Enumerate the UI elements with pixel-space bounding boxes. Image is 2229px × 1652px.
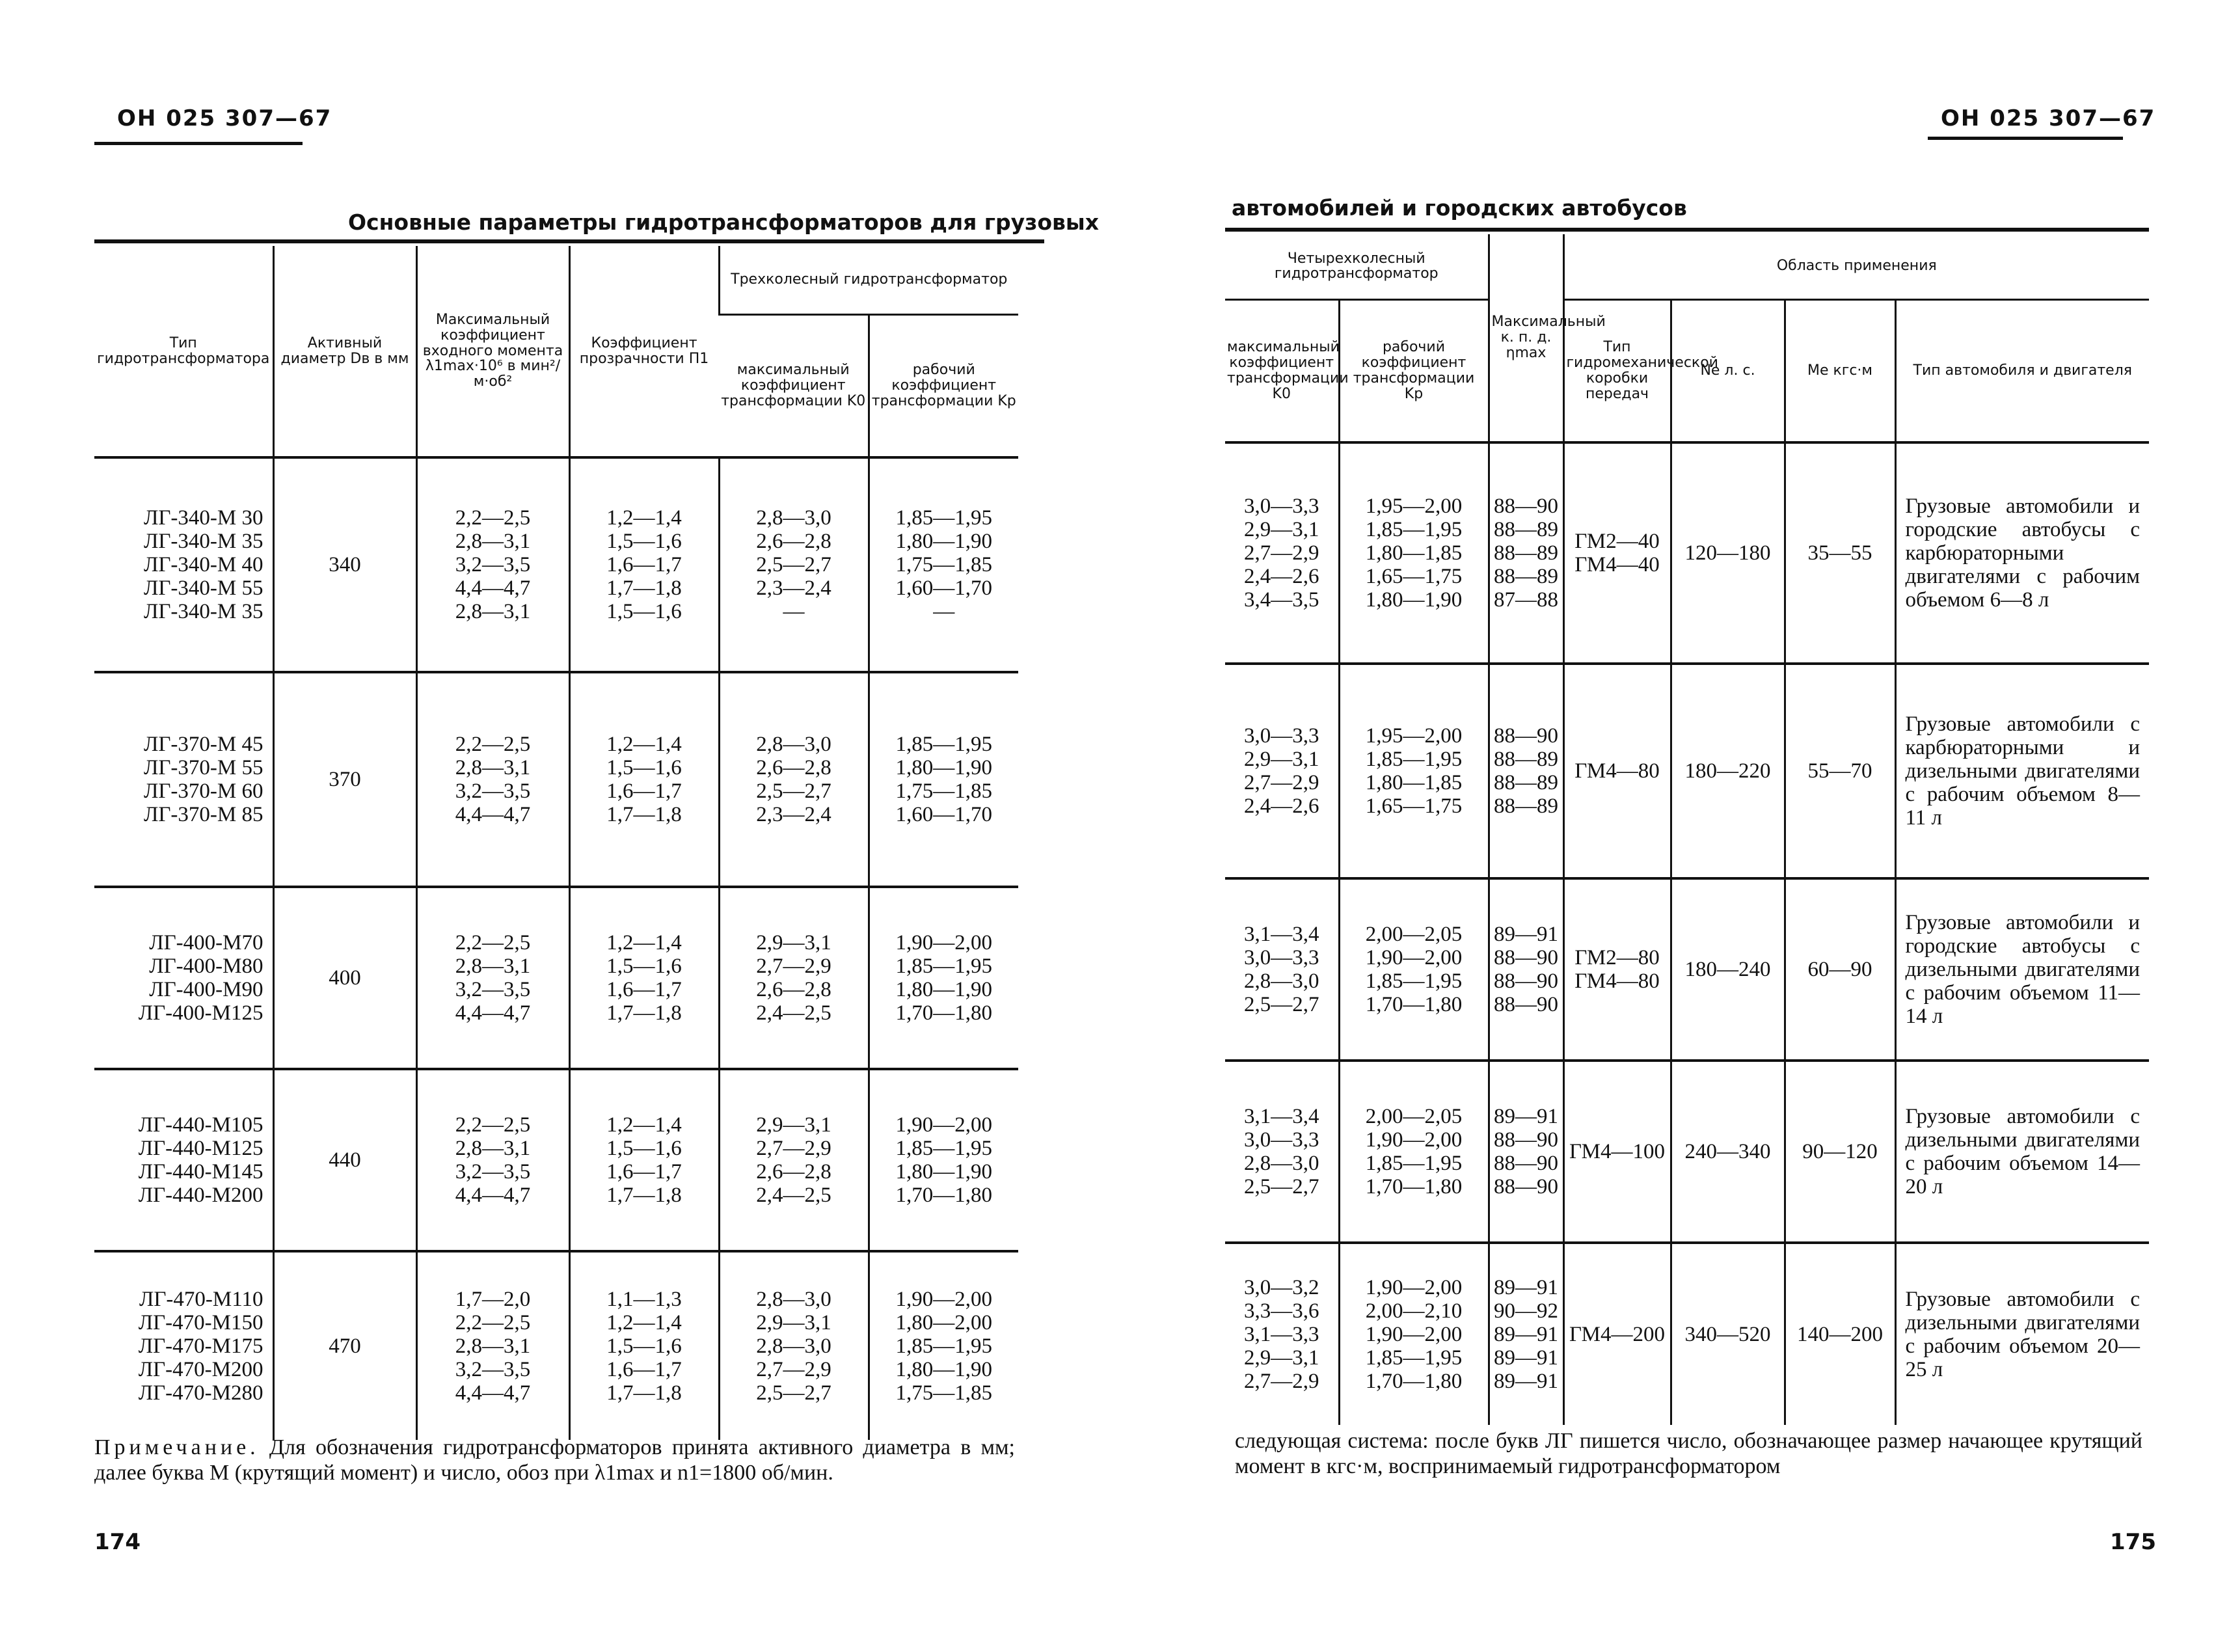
page-number: 174 xyxy=(94,1529,141,1555)
gearbox-cell: ГМ2—40 ГМ4—40 xyxy=(1563,442,1671,664)
ne-cell: 180—220 xyxy=(1671,664,1785,878)
kp-cell: 1,90—2,00 2,00—2,10 1,90—2,00 1,85—1,95 1,70—1,80 xyxy=(1339,1243,1489,1425)
header-eta: Максимальный к. п. д. ηmax xyxy=(1489,234,1563,442)
parameters-table-right xyxy=(1225,234,2149,1425)
header-application: Область применения xyxy=(1563,234,2149,299)
kp-cell: 2,00—2,05 1,90—2,00 1,85—1,95 1,70—1,80 xyxy=(1339,878,1489,1061)
vehicle-cell: Грузовые автомобили и городские автобусы с дизельными двигателями с рабочим объемом 11—14 л xyxy=(1895,878,2149,1061)
header-kp: рабочий коэффициент трансформации Kр xyxy=(869,314,1018,457)
table-row xyxy=(1225,878,2149,1061)
footnote-continuation: следующая система: после букв ЛГ пишется число, обозначающее размер начающее крутящий момент в кгс·м, воспринимаемый гидротрансформатором xyxy=(1235,1429,2142,1478)
me-cell: 35—55 xyxy=(1785,442,1895,664)
type-cell: ЛГ-440-М105 ЛГ-440-М125 ЛГ-440-М145 ЛГ-440-М200 xyxy=(94,1069,273,1251)
vehicle-cell: Грузовые автомобили с карбюраторными и дизельными двигателями с рабочим объемом 8—11 л xyxy=(1895,664,2149,878)
lambda-cell: 2,2—2,5 2,8—3,1 3,2—3,5 4,4—4,7 xyxy=(416,1069,569,1251)
eta-cell: 88—90 88—89 88—89 88—89 xyxy=(1489,664,1563,878)
header-k0: максимальный коэффициент трансформации K0 xyxy=(1225,299,1339,442)
diameter-cell: 340 xyxy=(273,457,416,672)
table-row xyxy=(94,1251,1018,1440)
header-transparency: Коэффициент прозрачности П1 xyxy=(569,246,719,457)
p1-cell: 1,2—1,4 1,5—1,6 1,6—1,7 1,7—1,8 1,5—1,6 xyxy=(569,457,719,672)
me-cell: 90—120 xyxy=(1785,1061,1895,1243)
lambda-cell: 2,2—2,5 2,8—3,1 3,2—3,5 4,4—4,7 xyxy=(416,887,569,1069)
gearbox-cell: ГМ4—200 xyxy=(1563,1243,1671,1425)
table-row xyxy=(94,887,1018,1069)
header-kp: рабочий коэффициент трансформации Kр xyxy=(1339,299,1489,442)
kp-cell: 1,90—2,00 1,85—1,95 1,80—1,90 1,70—1,80 xyxy=(869,1069,1018,1251)
ne-cell: 340—520 xyxy=(1671,1243,1785,1425)
type-cell: ЛГ-470-М110 ЛГ-470-М150 ЛГ-470-М175 ЛГ-470-М200 ЛГ-470-М280 xyxy=(94,1251,273,1440)
running-head-rule xyxy=(94,142,303,145)
running-head: ОН 025 307—67 xyxy=(1941,105,2156,131)
ne-cell: 120—180 xyxy=(1671,442,1785,664)
header-diameter: Активный диаметр Dв в мм xyxy=(273,246,416,457)
k0-cell: 2,8—3,0 2,9—3,1 2,8—3,0 2,7—2,9 2,5—2,7 xyxy=(719,1251,869,1440)
table-row xyxy=(1225,1243,2149,1425)
gearbox-cell: ГМ2—80 ГМ4—80 xyxy=(1563,878,1671,1061)
k0-cell: 3,0—3,2 3,3—3,6 3,1—3,3 2,9—3,1 2,7—2,9 xyxy=(1225,1243,1339,1425)
eta-cell: 88—90 88—89 88—89 88—89 87—88 xyxy=(1489,442,1563,664)
header-four-wheel: Четырехколесный гидротрансформатор xyxy=(1274,250,1439,282)
table-row xyxy=(94,672,1018,887)
running-head-rule xyxy=(1928,137,2123,140)
diameter-cell: 440 xyxy=(273,1069,416,1251)
p1-cell: 1,2—1,4 1,5—1,6 1,6—1,7 1,7—1,8 xyxy=(569,1069,719,1251)
lambda-cell: 2,2—2,5 2,8—3,1 3,2—3,5 4,4—4,7 xyxy=(416,672,569,887)
lambda-cell: 1,7—2,0 2,2—2,5 2,8—3,1 3,2—3,5 4,4—4,7 xyxy=(416,1251,569,1440)
footnote-text: Для обозначения гидротрансформаторов принята активного диаметра в мм; далее буква М (крутящий момент) и число, обоз при λ1max и n1=1800 об/мин. xyxy=(94,1435,1015,1485)
gearbox-cell: ГМ4—80 xyxy=(1563,664,1671,878)
table-caption: Основные параметры гидротрансформаторов для грузовых xyxy=(348,210,1100,235)
ne-cell: 180—240 xyxy=(1671,878,1785,1061)
lambda-cell: 2,2—2,5 2,8—3,1 3,2—3,5 4,4—4,7 2,8—3,1 xyxy=(416,457,569,672)
k0-cell: 3,0—3,3 2,9—3,1 2,7—2,9 2,4—2,6 3,4—3,5 xyxy=(1244,494,1319,612)
type-cell: ЛГ-370-М 45 ЛГ-370-М 55 ЛГ-370-М 60 ЛГ-370-М 85 xyxy=(94,672,273,887)
k0-cell: 3,0—3,3 2,9—3,1 2,7—2,9 2,4—2,6 xyxy=(1225,664,1339,878)
k0-cell: 3,1—3,4 3,0—3,3 2,8—3,0 2,5—2,7 xyxy=(1225,1061,1339,1243)
kp-cell: 1,85—1,95 1,80—1,90 1,75—1,85 1,60—1,70 xyxy=(869,672,1018,887)
table-row xyxy=(1225,1061,2149,1243)
p1-cell: 1,2—1,4 1,5—1,6 1,6—1,7 1,7—1,8 xyxy=(569,887,719,1069)
diameter-cell: 400 xyxy=(273,887,416,1069)
diameter-cell: 470 xyxy=(273,1251,416,1440)
kp-cell: 1,95—2,00 1,85—1,95 1,80—1,85 1,65—1,75 xyxy=(1339,664,1489,878)
table-top-rule xyxy=(1225,228,2149,232)
eta-cell: 89—91 88—90 88—90 88—90 xyxy=(1489,878,1563,1061)
me-cell: 60—90 xyxy=(1785,878,1895,1061)
table-row xyxy=(94,457,1018,672)
vehicle-cell: Грузовые автомобили с дизельными двигателями с рабочим объемом 20—25 л xyxy=(1895,1243,2149,1425)
table-top-rule xyxy=(94,239,1044,243)
k0-cell: 2,9—3,1 2,7—2,9 2,6—2,8 2,4—2,5 xyxy=(719,887,869,1069)
k0-cell: 2,9—3,1 2,7—2,9 2,6—2,8 2,4—2,5 xyxy=(719,1069,869,1251)
right-page xyxy=(1114,0,2229,1652)
header-vehicle: Тип автомобиля и двигателя xyxy=(1895,299,2149,442)
gearbox-cell: ГМ4—100 xyxy=(1563,1061,1671,1243)
eta-cell: 89—91 90—92 89—91 89—91 89—91 xyxy=(1489,1243,1563,1425)
header-k0: максимальный коэффициент трансформации K0 xyxy=(719,314,869,457)
header-lambda: Максимальный коэффициент входного момента λ1max·10⁶ в мин²/м·об² xyxy=(416,246,569,457)
header-gearbox: Тип гидромеханической коробки передач xyxy=(1563,299,1671,442)
ne-cell: 240—340 xyxy=(1671,1061,1785,1243)
header-three-wheel: Трехколесный гидротрансформатор xyxy=(719,246,1018,314)
eta-cell: 89—91 88—90 88—90 88—90 xyxy=(1489,1061,1563,1243)
vehicle-cell: Грузовые автомобили и городские автобусы с карбюраторными двигателями с рабочим объемом 6—8 л xyxy=(1895,442,2149,664)
table-row xyxy=(1225,664,2149,878)
type-cell: ЛГ-340-М 30 ЛГ-340-М 35 ЛГ-340-М 40 ЛГ-340-М 55 ЛГ-340-М 35 xyxy=(143,506,263,623)
running-head: ОН 025 307—67 xyxy=(117,105,332,131)
left-page xyxy=(0,0,1114,1652)
header-type: Тип гидротрансформатора xyxy=(94,246,273,457)
footnote-label: Примечание. xyxy=(94,1435,260,1459)
footnote xyxy=(94,1435,1015,1485)
table-caption: автомобилей и городских автобусов xyxy=(1232,195,1687,221)
k0-cell: 2,8—3,0 2,6—2,8 2,5—2,7 2,3—2,4 — xyxy=(719,457,869,672)
kp-cell: 1,95—2,00 1,85—1,95 1,80—1,85 1,65—1,75 1,80—1,90 xyxy=(1339,442,1489,664)
p1-cell: 1,2—1,4 1,5—1,6 1,6—1,7 1,7—1,8 xyxy=(569,672,719,887)
table-row xyxy=(1225,442,2149,664)
header-me: Me кгс·м xyxy=(1785,299,1895,442)
vehicle-cell: Грузовые автомобили с дизельными двигателями с рабочим объемом 14—20 л xyxy=(1895,1061,2149,1243)
diameter-cell: 370 xyxy=(273,672,416,887)
type-cell: ЛГ-400-М70 ЛГ-400-М80 ЛГ-400-М90 ЛГ-400-М125 xyxy=(94,887,273,1069)
table-row xyxy=(94,1069,1018,1251)
me-cell: 55—70 xyxy=(1785,664,1895,878)
me-cell: 140—200 xyxy=(1785,1243,1895,1425)
k0-cell: 3,1—3,4 3,0—3,3 2,8—3,0 2,5—2,7 xyxy=(1225,878,1339,1061)
page-number: 175 xyxy=(2110,1529,2156,1555)
parameters-table-left xyxy=(94,246,1018,1440)
kp-cell: 1,85—1,95 1,80—1,90 1,75—1,85 1,60—1,70 — xyxy=(869,457,1018,672)
kp-cell: 2,00—2,05 1,90—2,00 1,85—1,95 1,70—1,80 xyxy=(1339,1061,1489,1243)
header-ne: Ne л. с. xyxy=(1671,299,1785,442)
p1-cell: 1,1—1,3 1,2—1,4 1,5—1,6 1,6—1,7 1,7—1,8 xyxy=(569,1251,719,1440)
kp-cell: 1,90—2,00 1,85—1,95 1,80—1,90 1,70—1,80 xyxy=(869,887,1018,1069)
kp-cell: 1,90—2,00 1,80—2,00 1,85—1,95 1,80—1,90 1,75—1,85 xyxy=(869,1251,1018,1440)
k0-cell: 2,8—3,0 2,6—2,8 2,5—2,7 2,3—2,4 xyxy=(719,672,869,887)
